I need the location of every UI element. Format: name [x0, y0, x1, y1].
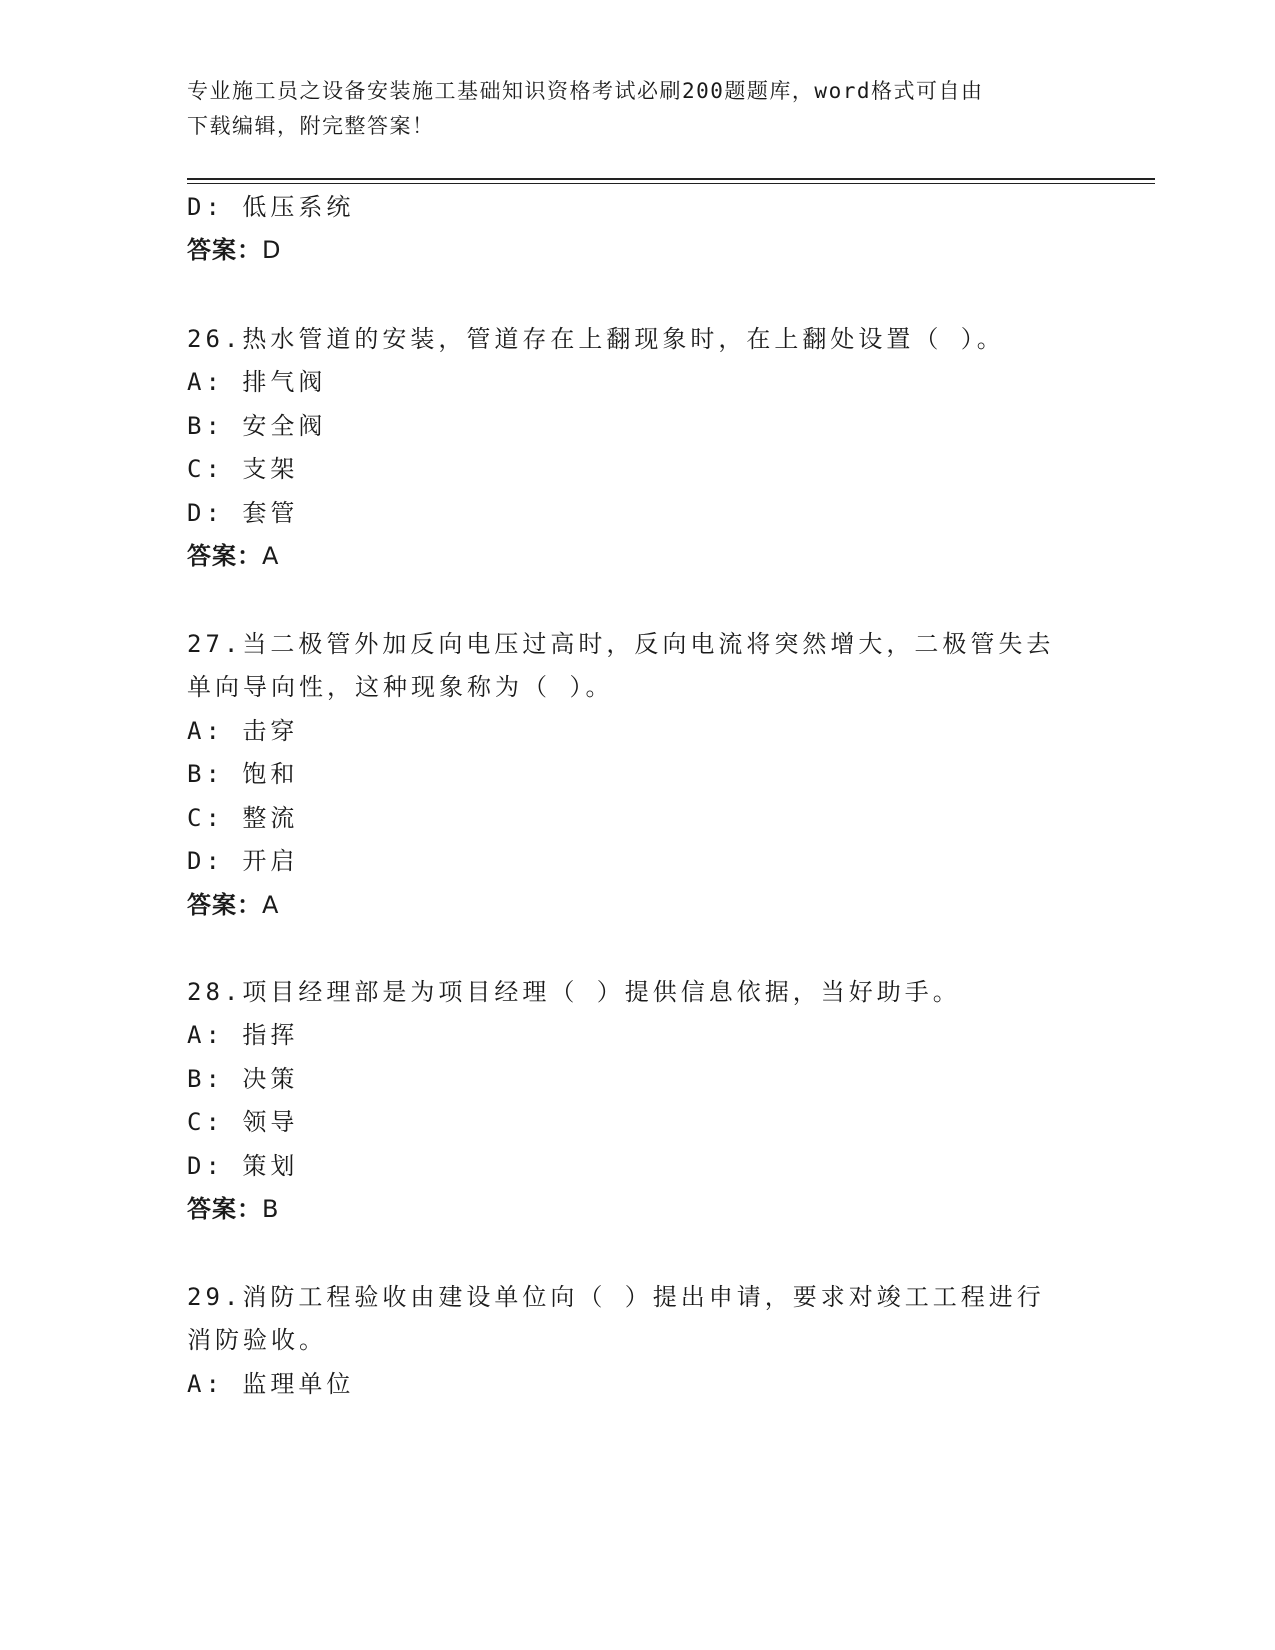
- question-27-stem-line-1: 27.当二极管外加反向电压过高时，反向电流将突然增大，二极管失去: [187, 630, 1055, 658]
- question-27-stem-line-2: 单向导向性，这种现象称为（ ）。: [187, 673, 614, 701]
- header-rule-thin: [187, 183, 1155, 184]
- question-27-option-d: D: 开启: [187, 847, 299, 875]
- question-28-option-d: D: 策划: [187, 1152, 299, 1180]
- prev-option-d: D: 低压系统: [187, 193, 355, 221]
- answer-label: 答案：: [187, 236, 262, 264]
- document-header: [187, 74, 1067, 144]
- question-29-option-a: A: 监理单位: [187, 1370, 355, 1398]
- answer-label: 答案：: [187, 542, 262, 570]
- question-26-option-b: B: 安全阀: [187, 412, 327, 440]
- question-27-option-b: B: 饱和: [187, 760, 299, 788]
- prev-answer: [187, 233, 281, 267]
- question-28-option-b: B: 决策: [187, 1065, 299, 1093]
- question-27-answer: [187, 888, 279, 922]
- question-28-stem: 28.项目经理部是为项目经理（ ）提供信息依据，当好助手。: [187, 978, 961, 1006]
- question-26-option-a: A: 排气阀: [187, 368, 327, 396]
- header-rule-thick: [187, 178, 1155, 180]
- question-27-option-a: A: 击穿: [187, 717, 299, 745]
- answer-label: 答案：: [187, 1195, 262, 1223]
- answer-label: 答案：: [187, 891, 262, 919]
- answer-value: D: [262, 236, 282, 264]
- question-29-stem-line-1: 29.消防工程验收由建设单位向（ ）提出申请，要求对竣工工程进行: [187, 1283, 1045, 1311]
- header-line-2: 下载编辑，附完整答案！: [187, 114, 435, 138]
- question-28-answer: [187, 1192, 279, 1226]
- question-29-stem-line-2: 消防验收。: [187, 1326, 327, 1354]
- answer-value: A: [262, 542, 280, 570]
- header-line-1: 专业施工员之设备安装施工基础知识资格考试必刷200题题库，word格式可自由: [187, 79, 984, 103]
- question-26-stem: 26.热水管道的安装，管道存在上翻现象时，在上翻处设置（ ）。: [187, 325, 1005, 353]
- question-28-option-c: C: 领导: [187, 1108, 299, 1136]
- question-26-option-c: C: 支架: [187, 455, 299, 483]
- question-27-option-c: C: 整流: [187, 804, 299, 832]
- answer-value: A: [262, 891, 280, 919]
- answer-value: B: [262, 1195, 280, 1223]
- question-26-option-d: D: 套管: [187, 499, 299, 527]
- question-28-option-a: A: 指挥: [187, 1021, 299, 1049]
- question-26-answer: [187, 539, 279, 573]
